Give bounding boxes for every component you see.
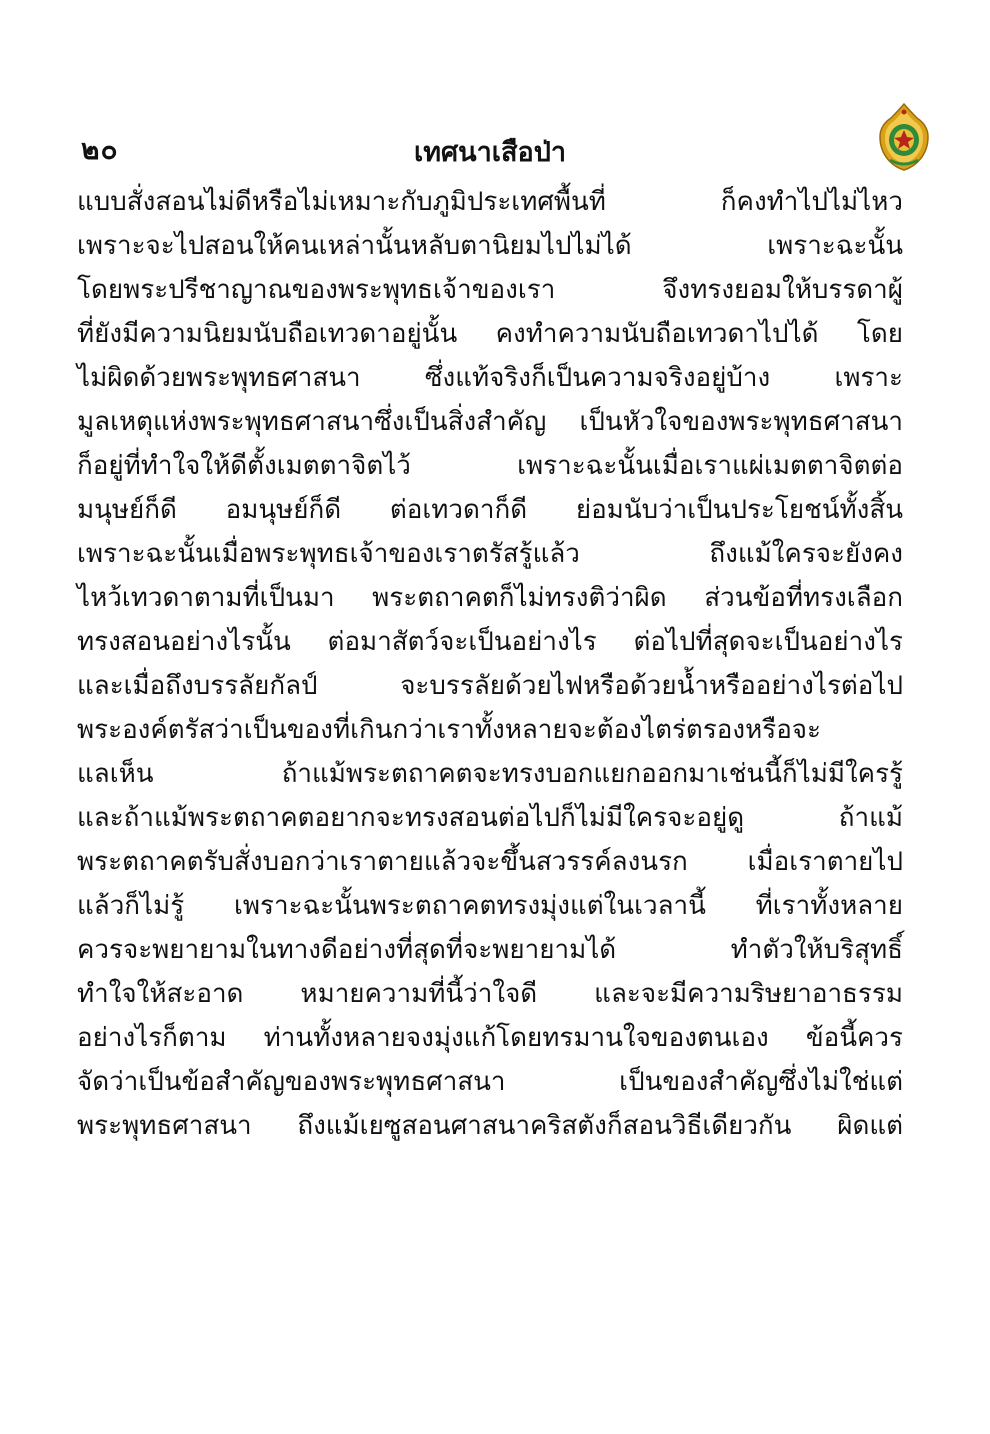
text-line: ไม่ผิดด้วยพระพุทธศาสนา ซึ่งแท้จริงก็เป็นความจริงอยู่บ้าง เพราะ: [77, 363, 903, 393]
emblem-graphic: [877, 102, 931, 172]
text-line: แบบสั่งสอนไม่ดีหรือไม่เหมาะกับภูมิประเทศพื้นที่ ก็คงทำไปไม่ไหว: [77, 187, 903, 217]
text-line: พระพุทธศาสนา ถึงแม้เยซูสอนศาสนาคริสตังก็สอนวิธีเดียวกัน ผิดแต่: [77, 1111, 903, 1141]
page-header: [75, 118, 905, 178]
text-line: ที่ยังมีความนิยมนับถือเทวดาอยู่นั้น คงทำความนับถือเทวดาไปได้ โดย: [77, 319, 903, 349]
text-line: ควรจะพยายามในทางดีอย่างที่สุดที่จะพยายามได้ ทำตัวให้บริสุทธิ์: [77, 935, 903, 965]
text-line: เพราะจะไปสอนให้คนเหล่านั้นหลับตานิยมไปไม่ได้ เพราะฉะนั้น: [77, 231, 903, 261]
text-line: มูลเหตุแห่งพระพุทธศาสนาซึ่งเป็นสิ่งสำคัญ เป็นหัวใจของพระพุทธศาสนา: [77, 407, 903, 437]
text-line: และถ้าแม้พระตถาคตอยากจะทรงสอนต่อไปก็ไม่มีใครจะอยู่ดู ถ้าแม้: [77, 803, 903, 833]
text-line: พระตถาคตรับสั่งบอกว่าเราตายแล้วจะขึ้นสวรรค์ลงนรก เมื่อเราตายไป: [77, 847, 903, 877]
text-line: พระองค์ตรัสว่าเป็นของที่เกินกว่าเราทั้งหลายจะต้องไตร่ตรองหรือจะ: [77, 715, 822, 745]
body-text: [77, 180, 903, 1148]
text-line: ก็อยู่ที่ทำใจให้ดีตั้งเมตตาจิตไว้ เพราะฉะนั้นเมื่อเราแผ่เมตตาจิตต่อ: [77, 451, 903, 481]
royal-seal-emblem-icon: [877, 102, 931, 172]
text-line: มนุษย์ก็ดี อมนุษย์ก็ดี ต่อเทวดาก็ดี ย่อมนับว่าเป็นประโยชน์ทั้งสิ้น: [77, 495, 903, 525]
running-title: เทศนาเสือป่า: [413, 137, 566, 168]
text-line: แล้วก็ไม่รู้ เพราะฉะนั้นพระตถาคตทรงมุ่งแต่ในเวลานี้ ที่เราทั้งหลาย: [77, 891, 903, 921]
text-line: ทรงสอนอย่างไรนั้น ต่อมาสัตว์จะเป็นอย่างไร ต่อไปที่สุดจะเป็นอย่างไร: [77, 627, 903, 657]
text-line: อย่างไรก็ตาม ท่านทั้งหลายจงมุ่งแก้โดยทรมานใจของตนเอง ข้อนี้ควร: [77, 1023, 903, 1053]
text-line: แลเห็น ถ้าแม้พระตถาคตจะทรงบอกแยกออกมาเช่นนี้ก็ไม่มีใครรู้: [77, 759, 903, 789]
text-line: เพราะฉะนั้นเมื่อพระพุทธเจ้าของเราตรัสรู้แล้ว ถึงแม้ใครจะยังคง: [77, 539, 903, 569]
text-line: จัดว่าเป็นข้อสำคัญของพระพุทธศาสนา เป็นของสำคัญซึ่งไม่ใช่แต่: [77, 1067, 903, 1097]
text-line: และเมื่อถึงบรรลัยกัลป์ จะบรรลัยด้วยไฟหรือด้วยน้ำหรืออย่างไรต่อไป: [77, 671, 903, 701]
text-line: ไหว้เทวดาตามที่เป็นมา พระตถาคตก็ไม่ทรงติว่าผิด ส่วนข้อที่ทรงเลือก: [77, 583, 903, 613]
text-line: โดยพระปรีชาญาณของพระพุทธเจ้าของเรา จึงทรงยอมให้บรรดาผู้: [77, 275, 903, 305]
text-line: ทำใจให้สะอาด หมายความที่นี้ว่าใจดี และจะมีความริษยาอาธรรม: [77, 979, 903, 1009]
page-number: ๒๐: [81, 133, 119, 166]
